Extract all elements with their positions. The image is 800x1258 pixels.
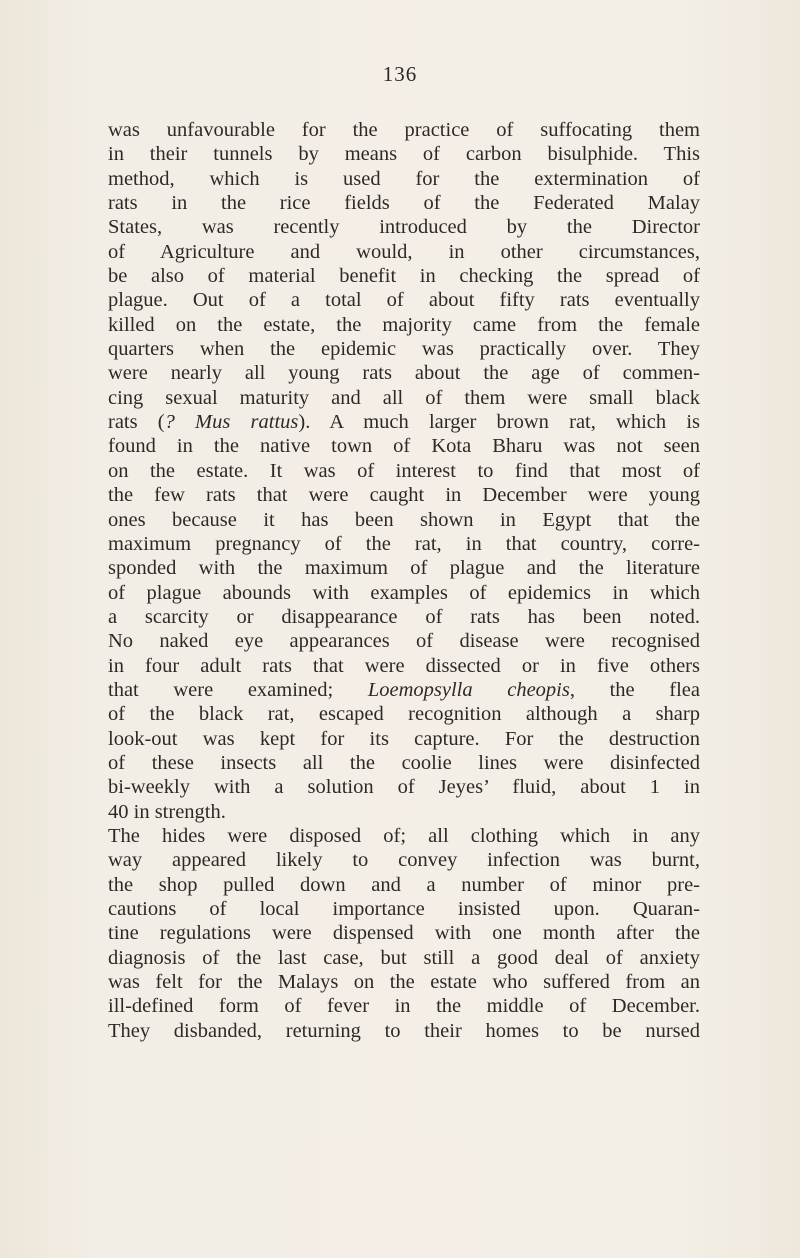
text-segment: were nearly all young rats about the age of commen- <box>108 362 700 385</box>
text-line <box>108 556 700 580</box>
text-line <box>108 848 700 872</box>
text-segment: method, which is used for the extermination of <box>108 167 700 190</box>
body-text <box>108 118 700 1043</box>
text-segment: on the estate. It was of interest to find that most of <box>108 459 700 482</box>
text-segment: rats in the rice fields of the Federated Malay <box>108 192 700 215</box>
text-segment: a scarcity or disappearance of rats has been noted. <box>108 605 700 628</box>
text-line <box>108 288 700 312</box>
text-segment: The hides were disposed of; all clothing which in any <box>108 824 700 847</box>
text-segment: tine regulations were dispensed with one month after the <box>108 922 700 945</box>
text-line <box>108 434 700 458</box>
text-line <box>108 921 700 945</box>
text-line <box>108 337 700 361</box>
text-line <box>108 678 700 702</box>
text-segment: quarters when the epidemic was practically over. They <box>108 338 700 361</box>
text-line <box>108 191 700 215</box>
text-segment: sponded with the maximum of plague and the literature <box>108 557 700 580</box>
text-line <box>108 824 700 848</box>
text-line <box>108 240 700 264</box>
text-line <box>108 605 700 629</box>
text-line <box>108 775 700 799</box>
text-segment: of Agriculture and would, in other circumstances, <box>108 240 700 263</box>
text-line <box>108 142 700 166</box>
text-line <box>108 264 700 288</box>
text-line <box>108 118 700 142</box>
text-line <box>108 167 700 191</box>
text-line <box>108 361 700 385</box>
text-line <box>108 727 700 751</box>
text-segment: ones because it has been shown in Egypt that the <box>108 508 700 531</box>
text-segment: cing sexual maturity and all of them were small black <box>108 386 700 409</box>
text-segment: States, was recently introduced by the Director <box>108 216 700 239</box>
text-segment: maximum pregnancy of the rat, in that country, corre- <box>108 532 700 555</box>
text-segment: They disbanded, returning to their homes to be nursed <box>108 1019 700 1042</box>
text-segment: the few rats that were caught in December were young <box>108 484 700 507</box>
text-segment: 40 in strength. <box>108 800 226 823</box>
text-segment: killed on the estate, the majority came from the female <box>108 313 700 336</box>
text-line <box>108 508 700 532</box>
text-line <box>108 873 700 897</box>
text-segment: found in the native town of Kota Bharu was not seen <box>108 435 700 458</box>
text-segment: ill-defined form of fever in the middle of December. <box>108 995 700 1018</box>
italic-text: ? Mus rattus <box>164 411 299 434</box>
text-line <box>108 629 700 653</box>
text-line <box>108 313 700 337</box>
text-segment: No naked eye appearances of disease were recognised <box>108 630 700 653</box>
text-segment: in their tunnels by means of carbon bisulphide. This <box>108 143 700 166</box>
text-segment: was felt for the Malays on the estate who suffered from an <box>108 971 700 994</box>
text-segment: the shop pulled down and a number of minor pre- <box>108 873 700 896</box>
text-segment: , the flea <box>569 678 700 701</box>
text-line <box>108 410 700 434</box>
text-segment: way appeared likely to convey infection was burnt, <box>108 849 700 872</box>
text-line <box>108 946 700 970</box>
text-line <box>108 1019 700 1043</box>
text-line <box>108 483 700 507</box>
text-line <box>108 897 700 921</box>
text-segment: of the black rat, escaped recognition although a sharp <box>108 703 700 726</box>
text-line <box>108 702 700 726</box>
text-segment: that were examined; <box>108 678 368 701</box>
text-line <box>108 800 700 824</box>
text-line <box>108 751 700 775</box>
text-segment: in four adult rats that were dissected or in five others <box>108 654 700 677</box>
text-line <box>108 994 700 1018</box>
text-line <box>108 970 700 994</box>
text-line <box>108 654 700 678</box>
text-segment: of these insects all the coolie lines were disinfected <box>108 751 700 774</box>
page-number: 136 <box>382 62 418 86</box>
text-segment: bi-weekly with a solution of Jeyes’ fluid, about 1 in <box>108 776 700 799</box>
text-line <box>108 581 700 605</box>
text-segment: was unfavourable for the practice of suffocating them <box>108 119 700 141</box>
text-segment: ). A much larger brown rat, which is <box>298 411 700 434</box>
text-segment: cautions of local importance insisted upon. Quaran- <box>108 898 700 920</box>
text-segment: diagnosis of the last case, but still a good deal of anxiety <box>108 946 700 969</box>
text-segment: look-out was kept for its capture. For the destruction <box>108 727 700 750</box>
text-segment: plague. Out of a total of about fifty rats eventually <box>108 289 700 312</box>
text-segment: be also of material benefit in checking the spread of <box>108 265 700 288</box>
text-segment: rats ( <box>108 411 165 434</box>
text-segment: of plague abounds with examples of epidemics in which <box>108 581 700 604</box>
text-line <box>108 459 700 483</box>
text-line <box>108 386 700 410</box>
text-line <box>108 215 700 239</box>
italic-text: Loemopsylla cheopis <box>367 678 570 701</box>
text-line <box>108 532 700 556</box>
